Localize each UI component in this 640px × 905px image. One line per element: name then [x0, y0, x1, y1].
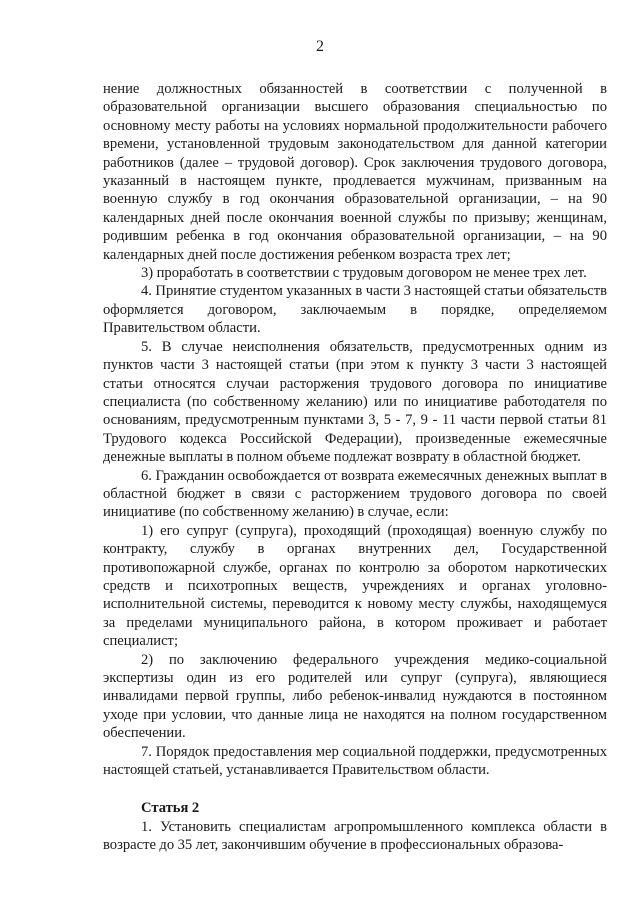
paragraph-item-3: 3) проработать в соответствии с трудовым договором не менее трех лет. [141, 265, 587, 282]
paragraph-continuation: нение должностных обязанностей в соответствии с полученной в образовательной организации высшего образования специальностью по основному месту работы на условиях нормальной продолжительности рабочего времени, установленной трудовым законодательством для данной категории работников (далее – трудовой договор). Срок заключения трудового договора, указанный в настоящем пункте, продлевается мужчинам, призванным на военную службу в год окончания образовательной организации, – на 90 календарных дней после окончания военной службы по призыву; женщинам, родившим ребенка в год окончания образовательной организации, – на 90 календарных дней после достижения ребенком возраста трех лет; [103, 81, 607, 263]
paragraph-part-5: 5. В случае неисполнения обязательств, предусмотренных одним из пунктов части 3 настоящей статьи (при этом к пункту 3 части 3 настоящей статьи относятся случаи расторжения трудового договора по инициативе специалиста (по собственному желанию) или по инициативе работодателя по основаниям, предусмотренным пунктами 3, 5 - 7, 9 - 11 части первой статьи 81 Трудового кодекса Российской Федерации), произведенные ежемесячные денежные выплаты в полном объеме подлежат возврату в областной бюджет. [103, 338, 607, 466]
paragraph-subitem-1: 1) его супруг (супруга), проходящий (проходящая) военную службу по контракту, службу в органах внутренних дел, Государственной противопожарной службе, органах по контролю за оборотом наркотических средств и психотропных веществ, учреждениях и органах уголовно-исполнительной системы, переводится к новому месту службы, находящемуся за пределами муниципального района, в котором проживает и работает специалист; [103, 522, 607, 650]
document-body [103, 80, 607, 855]
paragraph-part-7: 7. Порядок предоставления мер социальной поддержки, предусмотренных настоящей статьей, устанавливается Правительством области. [103, 743, 607, 779]
article-paragraph-1: 1. Установить специалистам агропромышленного комплекса области в возрасте до 35 лет, закончившим обучение в профессиональных образова- [103, 818, 607, 854]
article-heading: Статья 2 [141, 800, 200, 817]
paragraph-subitem-2: 2) по заключению федерального учреждения медико-социальной экспертизы один из его родителей или супруг (супруга), являющиеся инвалидами первой группы, либо ребенок-инвалид нуждаются в постоянном уходе при условии, что данные лица не находятся на полном государственном обеспечении. [103, 651, 607, 742]
paragraph-part-6: 6. Гражданин освобождается от возврата ежемесячных денежных выплат в областной бюджет в связи с расторжением трудового договора по своей инициативе (по собственному желанию) в случае, если: [103, 467, 607, 521]
page-number: 2 [316, 38, 324, 55]
paragraph-part-4: 4. Принятие студентом указанных в части 3 настоящей статьи обязательств оформляется договором, заключаемым в порядке, определяемом Правительством области. [103, 283, 607, 337]
